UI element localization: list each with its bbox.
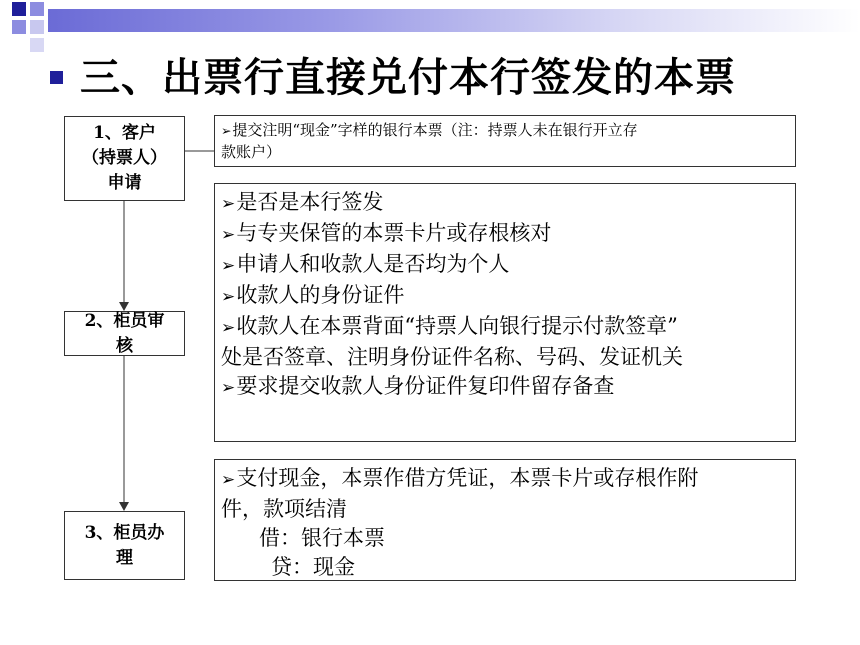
arrowhead-bullet-icon: ➢: [221, 225, 236, 245]
detail-line: ➢收款人在本票背面“持票人向银行提示付款签章”: [221, 314, 678, 338]
step-1-line3: 申请: [107, 173, 142, 193]
step-3-line1: 3、柜员办: [84, 522, 165, 543]
step-2-line2: 核: [116, 335, 133, 356]
step-1-line2: （持票人）: [82, 148, 167, 168]
detail-line: ➢是否是本行签发: [221, 190, 384, 214]
step-3-line2: 理: [116, 547, 133, 568]
detail-box-review: [214, 183, 796, 442]
arrowhead-bullet-icon: ➢: [221, 287, 236, 307]
debit-entry: 借：银行本票: [259, 526, 385, 550]
credit-entry: 贷：现金: [271, 555, 355, 579]
step-1-line1: 1、客户: [93, 123, 156, 143]
header-gradient-bar: [48, 9, 860, 32]
detail-line: ➢与专夹保管的本票卡片或存根核对: [221, 221, 552, 245]
arrowhead-bullet-icon: ➢: [221, 470, 236, 490]
detail-line: 处是否签章、注明身份证件名称、号码、发证机关: [221, 345, 683, 369]
detail-box-submit: [214, 115, 796, 167]
detail-line: 件，款项结清: [221, 497, 347, 521]
detail-line: ➢收款人的身份证件: [221, 283, 405, 307]
step-2-line1: 2、柜员审: [84, 310, 165, 331]
arrowhead-bullet-icon: ➢: [221, 256, 236, 276]
detail-line: 款账户）: [221, 143, 282, 161]
step-1-customer-apply: [64, 116, 185, 201]
slide-title: 三、出票行直接兑付本行签发的本票: [80, 55, 736, 101]
step-2-teller-review: [64, 311, 185, 356]
arrowhead-bullet-icon: ➢: [221, 124, 232, 138]
title-bullet-icon: [50, 71, 63, 84]
detail-line: ➢要求提交收款人身份证件复印件留存备查: [221, 374, 615, 398]
detail-line: ➢申请人和收款人是否均为个人: [221, 252, 510, 276]
arrowhead-bullet-icon: ➢: [221, 378, 236, 398]
arrowhead-bullet-icon: ➢: [221, 194, 236, 214]
detail-box-process: [214, 459, 796, 581]
detail-line: ➢提交注明“现金”字样的银行本票（注：持票人未在银行开立存: [221, 121, 638, 139]
step-3-teller-process: [64, 511, 185, 580]
arrowhead-bullet-icon: ➢: [221, 318, 236, 338]
detail-line: ➢支付现金，本票作借方凭证，本票卡片或存根作附: [221, 466, 699, 490]
